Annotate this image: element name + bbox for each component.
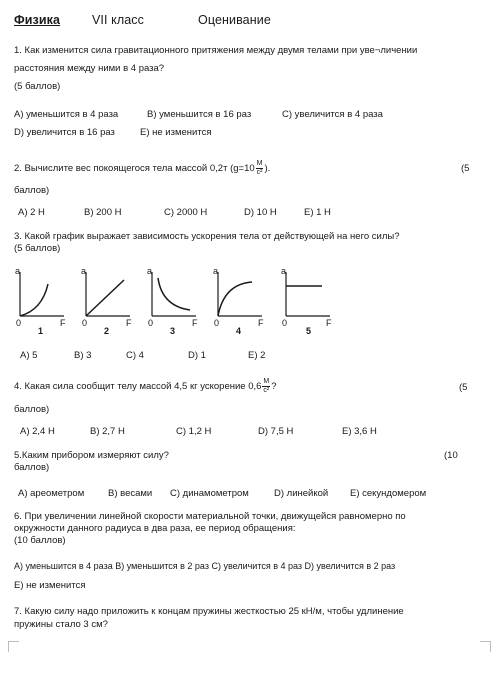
q2-option-d: D) 10 Н	[244, 207, 277, 218]
q2-text	[14, 160, 270, 177]
q5-option-c: C) динамометром	[170, 488, 249, 499]
q6-options-line2: E) не изменится	[14, 580, 86, 591]
q5-option-a: A) ареометром	[18, 488, 85, 499]
q3-graph-5	[280, 266, 340, 341]
graph-4-svg	[212, 266, 272, 341]
q2-option-e: E) 1 Н	[304, 207, 331, 218]
graph-3-curve	[158, 278, 190, 310]
graph-2-origin: 0	[82, 318, 88, 328]
q6-options-line1: A) уменьшится в 4 раза B) уменьшится в 2 раз C) увеличится в 4 раз D) увеличится в 2 раз	[14, 561, 396, 571]
graph-1-curve	[20, 284, 48, 316]
q1-option-d: D) увеличится в 16 раз	[14, 127, 115, 138]
q3-option-c: C) 4	[126, 350, 144, 361]
graph-2-svg	[80, 266, 140, 341]
q4-option-d: D) 7,5 Н	[258, 426, 294, 437]
q4-option-c: C) 1,2 Н	[176, 426, 212, 437]
q1-option-e: E) не изменится	[140, 127, 212, 138]
q3-points: (5 баллов)	[14, 243, 61, 254]
q3-text-line1: 3. Какой график выражает зависимость ускорения тела от действующей на него силы?	[14, 231, 400, 242]
q1-option-b: B) уменьшится в 16 раз	[147, 109, 252, 120]
q4-frac-num: М	[263, 378, 270, 385]
q1-points: (5 баллов)	[14, 81, 61, 92]
graph-5-number: 5	[306, 326, 312, 336]
graph-1-number: 1	[38, 326, 44, 336]
q2-frac-den: с²	[256, 169, 263, 176]
q5-text-line1: 5.Каким прибором измеряют силу?	[14, 450, 169, 461]
q5-option-e: E) секундомером	[350, 488, 427, 499]
q7-text-line1: 7. Какую силу надо приложить к концам пружины жесткостью 25 кН/м, чтобы удлинение	[14, 606, 404, 617]
graph-1-y-label: a	[15, 266, 21, 276]
q4-text-after: ?	[271, 381, 277, 393]
q1-text-line2: расстояния между ними в 4 раза?	[14, 63, 165, 74]
q3-graph-1	[14, 266, 74, 341]
q2-unit-fraction	[256, 160, 264, 177]
graph-3-origin: 0	[148, 318, 154, 328]
q2-points-a: (5	[461, 163, 470, 174]
graph-4-number: 4	[236, 326, 242, 336]
q1-option-c: C) увеличится в 4 раза	[282, 109, 383, 120]
q2-text-after: ).	[264, 163, 271, 175]
q6-text-line2: окружности данного радиуса в два раза, ее период обращения:	[14, 523, 296, 534]
graph-4-curve	[218, 282, 252, 316]
q2-points-b: баллов)	[14, 185, 50, 196]
graph-1-origin: 0	[16, 318, 22, 328]
q6-text-line1: 6. При увеличении линейной скорости материальной точки, движущейся равномерно по	[14, 511, 406, 522]
corner-mark-right	[480, 641, 491, 652]
graph-3-svg	[146, 266, 206, 341]
q1-option-a: A) уменьшится в 4 раза	[14, 109, 119, 120]
graph-4-origin: 0	[214, 318, 220, 328]
q3-graph-4	[212, 266, 272, 341]
assessment-title: Оценивание	[198, 13, 271, 27]
q3-graph-3	[146, 266, 206, 341]
graph-1-x-label: F	[60, 318, 66, 328]
subject-title: Физика	[14, 13, 61, 27]
graph-3-y-label: a	[147, 266, 153, 276]
q4-points-a: (5	[459, 382, 468, 393]
q6-points: (10 баллов)	[14, 535, 66, 546]
q3-option-e: E) 2	[248, 350, 266, 361]
q4-option-a: A) 2,4 Н	[20, 426, 55, 437]
graph-4-x-label: F	[258, 318, 264, 328]
q3-graph-2	[80, 266, 140, 341]
q4-points-b: баллов)	[14, 404, 50, 415]
q3-option-a: A) 5	[20, 350, 38, 361]
q5-option-d: D) линейкой	[274, 488, 329, 499]
graph-5-x-label: F	[326, 318, 332, 328]
q2-option-a: A) 2 Н	[18, 207, 45, 218]
graph-5-y-label: a	[281, 266, 287, 276]
graph-2-curve	[86, 280, 124, 316]
graph-1-svg	[14, 266, 74, 341]
q2-option-c: C) 2000 Н	[164, 207, 208, 218]
graph-2-y-label: a	[81, 266, 87, 276]
grade-title: VII класс	[92, 13, 145, 27]
q5-points-b: баллов)	[14, 462, 50, 473]
q2-text-before: 2. Вычислите вес покоящегося тела массой 0,2т (g=10	[14, 163, 255, 175]
q4-text-before: 4. Какая сила сообщит телу массой 4,5 кг ускорение 0,6	[14, 381, 262, 393]
q3-option-d: D) 1	[188, 350, 206, 361]
graph-3-x-label: F	[192, 318, 198, 328]
q5-option-b: B) весами	[108, 488, 153, 499]
q2-option-b: B) 200 Н	[84, 207, 122, 218]
q4-option-b: B) 2,7 Н	[90, 426, 125, 437]
corner-mark-left	[8, 641, 19, 652]
q7-text-line2: пружины стало 3 см?	[14, 619, 108, 630]
graph-2-number: 2	[104, 326, 110, 336]
q2-frac-num: М	[256, 160, 263, 167]
q1-text-line1: 1. Как изменится сила гравитационного притяжения между двумя телами при уве¬личении	[14, 45, 418, 56]
q4-unit-fraction	[262, 378, 270, 395]
graph-3-number: 3	[170, 326, 176, 336]
q3-option-b: B) 3	[74, 350, 92, 361]
graph-2-x-label: F	[126, 318, 132, 328]
q4-option-e: E) 3,6 Н	[342, 426, 377, 437]
q4-frac-den: с²	[263, 387, 270, 394]
q5-points-a: (10	[444, 450, 458, 461]
graph-5-origin: 0	[282, 318, 288, 328]
q4-text	[14, 378, 277, 395]
graph-4-y-label: a	[213, 266, 219, 276]
